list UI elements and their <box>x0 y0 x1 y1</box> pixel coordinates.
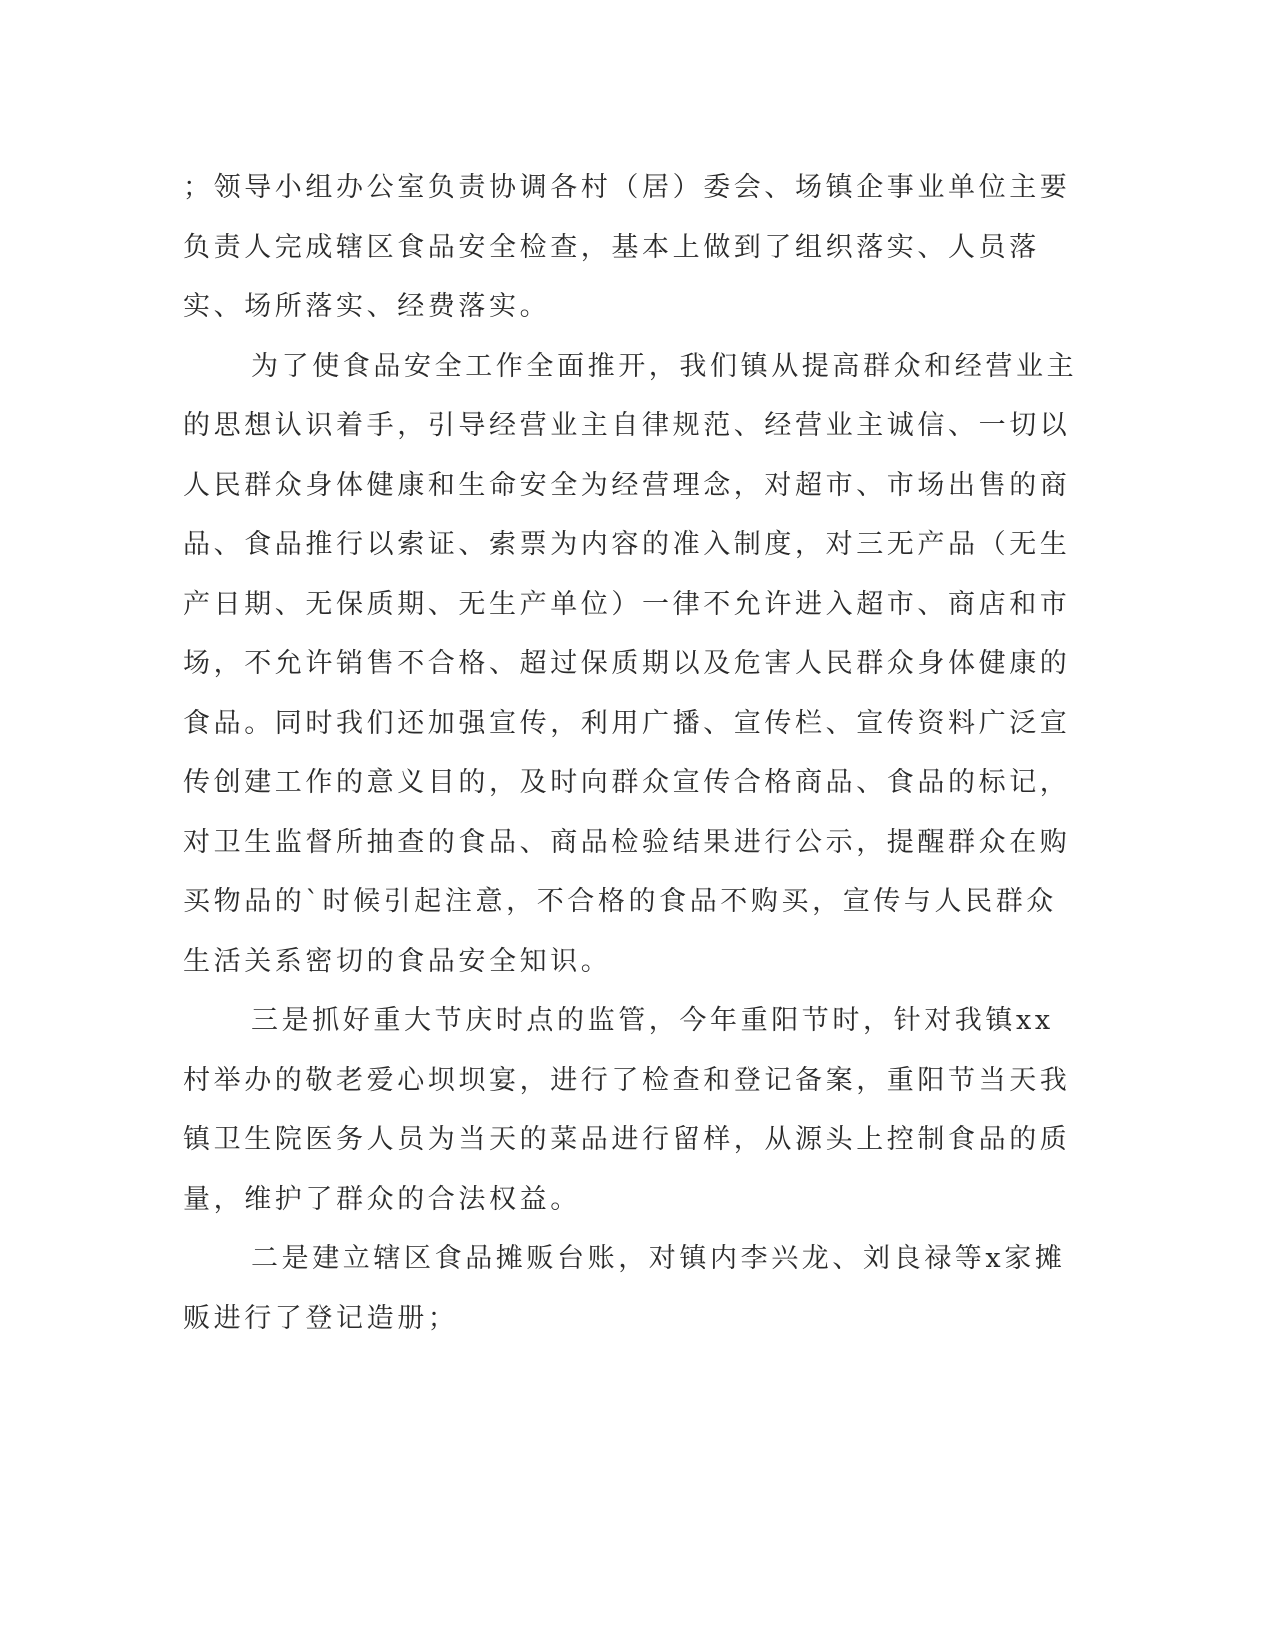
document-body <box>183 158 1083 1348</box>
paragraph-vendor-ledger: 二是建立辖区食品摊贩台账，对镇内李兴龙、刘良禄等x家摊贩进行了登记造册； <box>183 1243 1066 1334</box>
paragraph-festival-supervision: 三是抓好重大节庆时点的监管，今年重阳节时，针对我镇xx村举办的敬老爱心坝坝宴，进行了检查和登记备案，重阳节当天我镇卫生院医务人员为当天的菜品进行留样，从源头上控制食品的质量，维护了群众的合法权益。 <box>183 1005 1071 1215</box>
paragraph-organization: ；领导小组办公室负责协调各村（居）委会、场镇企事业单位主要负责人完成辖区食品安全检查，基本上做到了组织落实、人员落实、场所落实、经费落实。 <box>183 172 1071 322</box>
paragraph-publicity: 为了使食品安全工作全面推开，我们镇从提高群众和经营业主的思想认识着手，引导经营业主自律规范、经营业主诚信、一切以人民群众身体健康和生命安全为经营理念，对超市、市场出售的商品、食品推行以索证、索票为内容的准入制度，对三无产品（无生产日期、无保质期、无生产单位）一律不允许进入超市、商店和市场，不允许销售不合格、超过保质期以及危害人民群众身体健康的食品。同时我们还加强宣传，利用广播、宣传栏、宣传资料广泛宣传创建工作的意义目的，及时向群众宣传合格商品、食品的标记，对卫生监督所抽查的食品、商品检验结果进行公示，提醒群众在购买物品的`时候引起注意，不合格的食品不购买，宣传与人民群众生活关系密切的食品安全知识。 <box>183 350 1078 977</box>
